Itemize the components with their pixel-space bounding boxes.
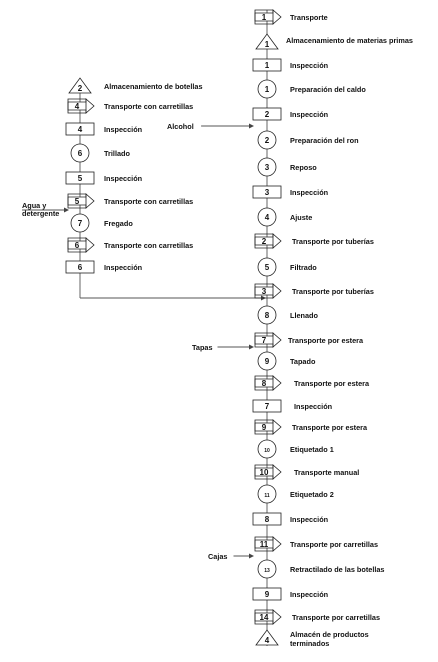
step-number: 4	[264, 213, 270, 222]
main-step-8	[253, 186, 281, 198]
transport-arrow-icon	[68, 99, 94, 113]
main-step-12	[255, 284, 281, 298]
main-step-label: Transporte por tuberías	[292, 287, 374, 296]
transport-arrow-icon	[255, 333, 281, 347]
step-number: 7	[77, 219, 83, 228]
main-step-label: Transporte por carretillas	[290, 540, 379, 549]
main-step-label: Tapado	[290, 357, 316, 366]
step-number: 1	[261, 13, 267, 22]
main-step-6	[258, 131, 276, 149]
side-step-5	[66, 172, 94, 184]
step-number: 14	[259, 613, 269, 622]
step-number: 10	[264, 448, 270, 454]
step-number: 3	[264, 188, 270, 197]
main-step-label: Inspección	[290, 515, 329, 524]
main-step-10	[255, 234, 281, 248]
main-step-label: Inspección	[290, 110, 329, 119]
side-step-7	[71, 214, 89, 232]
input-arrowhead-icon	[249, 345, 254, 350]
main-step-label: Transporte por carretillas	[292, 613, 381, 622]
main-step-label: Inspección	[294, 402, 333, 411]
main-step-9	[258, 208, 276, 226]
main-step-1	[255, 10, 281, 24]
step-number: 9	[264, 590, 270, 599]
side-step-label: Inspección	[104, 263, 143, 272]
main-flow	[253, 10, 413, 648]
input-3	[192, 343, 254, 352]
step-number: 4	[74, 102, 80, 111]
step-number: 8	[261, 379, 267, 388]
main-step-label: Almacén de productos terminados	[290, 630, 369, 648]
step-number: 4	[264, 636, 270, 645]
side-step-label: Transporte con carretillas	[104, 241, 194, 250]
input-4	[208, 552, 254, 561]
step-number: 1	[264, 61, 270, 70]
side-step-9	[66, 261, 94, 273]
main-step-3	[253, 59, 281, 71]
step-number: 8	[264, 311, 270, 320]
side-step-label: Transporte con carretillas	[104, 197, 194, 206]
input-label: Tapas	[192, 343, 213, 352]
main-step-label: Transporte por estera	[292, 423, 368, 432]
step-number: 9	[264, 357, 270, 366]
side-step-label: Inspección	[104, 174, 143, 183]
main-step-label: Inspección	[290, 590, 329, 599]
side-step-3	[66, 123, 94, 135]
main-step-label: Retractilado de las botellas	[290, 565, 385, 574]
input-2	[22, 201, 69, 218]
step-number: 1	[264, 40, 270, 49]
main-step-label: Preparación del caldo	[290, 85, 366, 94]
main-step-label: Etiquetado 1	[290, 445, 334, 454]
main-step-label: Filtrado	[290, 263, 317, 272]
step-number: 2	[264, 136, 270, 145]
step-number: 7	[264, 402, 270, 411]
main-step-label: Transporte por estera	[294, 379, 370, 388]
side-step-label: Transporte con carretillas	[104, 102, 194, 111]
main-step-19	[258, 440, 276, 458]
main-step-label: Llenado	[290, 311, 318, 320]
side-step-label: Inspección	[104, 125, 143, 134]
step-number: 4	[77, 125, 83, 134]
main-step-14	[255, 333, 281, 347]
main-step-label: Transporte por tuberías	[292, 237, 374, 246]
step-number: 2	[264, 110, 270, 119]
transport-arrow-icon	[255, 10, 281, 24]
main-step-label: Almacenamiento de materias primas	[286, 36, 413, 45]
step-number: 5	[77, 174, 83, 183]
main-step-4	[258, 80, 276, 98]
input-arrowhead-icon	[249, 124, 254, 129]
side-step-8	[68, 238, 94, 252]
transport-arrow-icon	[68, 238, 94, 252]
main-step-label: Preparación del ron	[290, 136, 359, 145]
side-step-4	[71, 144, 89, 162]
input-1	[167, 122, 254, 131]
side-step-label: Almacenamiento de botellas	[104, 82, 203, 91]
step-number: 5	[264, 263, 270, 272]
step-number: 3	[261, 287, 267, 296]
main-step-27	[256, 630, 278, 645]
material-inputs	[22, 122, 254, 561]
step-number: 8	[264, 515, 270, 524]
input-arrowhead-icon	[249, 554, 254, 559]
main-step-21	[258, 485, 276, 503]
step-number: 11	[264, 493, 270, 499]
main-step-16	[255, 376, 281, 390]
input-label: Agua y detergente	[22, 201, 60, 218]
main-step-17	[253, 400, 281, 412]
transport-arrow-icon	[68, 194, 94, 208]
main-step-7	[258, 158, 276, 176]
step-number: 2	[77, 84, 83, 93]
main-step-label: Transporte por estera	[288, 336, 364, 345]
main-step-13	[258, 306, 276, 324]
side-step-2	[68, 99, 94, 113]
step-number: 11	[259, 540, 269, 549]
transport-arrow-icon	[255, 420, 281, 434]
main-step-label: Inspección	[290, 188, 329, 197]
step-number: 2	[261, 237, 267, 246]
side-step-6	[68, 194, 94, 208]
main-step-26	[255, 610, 281, 624]
transport-arrow-icon	[255, 284, 281, 298]
main-step-label: Reposo	[290, 163, 317, 172]
side-step-label: Fregado	[104, 219, 133, 228]
main-step-11	[258, 258, 276, 276]
step-number: 10	[259, 468, 269, 477]
main-step-22	[253, 513, 281, 525]
main-step-15	[258, 352, 276, 370]
main-step-label: Inspección	[290, 61, 329, 70]
main-step-25	[253, 588, 281, 600]
step-number: 6	[77, 149, 83, 158]
main-step-24	[258, 560, 276, 578]
step-number: 6	[74, 241, 80, 250]
transport-arrow-icon	[255, 234, 281, 248]
main-step-18	[255, 420, 281, 434]
step-number: 7	[261, 336, 267, 345]
side-flow	[66, 78, 203, 273]
input-label: Alcohol	[167, 122, 194, 131]
step-number: 3	[264, 163, 270, 172]
transport-arrow-icon	[255, 376, 281, 390]
main-step-label: Ajuste	[290, 213, 313, 222]
step-number: 9	[261, 423, 267, 432]
step-number: 5	[74, 197, 80, 206]
side-step-label: Trillado	[104, 149, 130, 158]
side-step-1	[69, 78, 91, 93]
main-step-label: Etiquetado 2	[290, 490, 334, 499]
main-step-23	[255, 537, 281, 551]
main-step-2	[256, 34, 278, 49]
main-step-label: Transporte	[290, 13, 328, 22]
step-number: 1	[264, 85, 270, 94]
main-step-label: Transporte manual	[294, 468, 360, 477]
input-label: Cajas	[208, 552, 228, 561]
main-step-20	[255, 465, 281, 479]
step-number: 6	[77, 263, 83, 272]
main-step-5	[253, 108, 281, 120]
step-number: 13	[264, 568, 270, 574]
